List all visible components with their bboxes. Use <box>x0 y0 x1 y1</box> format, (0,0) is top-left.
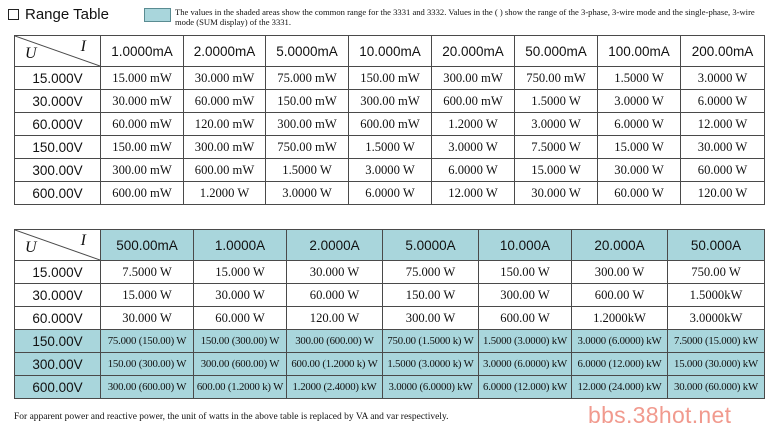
voltage-range-cell: 150.00V <box>15 330 101 353</box>
table-row <box>15 90 765 113</box>
power-range-cell: 30.000 mW <box>184 67 266 90</box>
voltage-range-cell: 300.00V <box>15 353 101 376</box>
power-range-cell: 600.00 mW <box>184 159 266 182</box>
power-range-cell: 120.00 W <box>681 182 765 205</box>
power-range-cell: 1.5000 W <box>515 90 598 113</box>
voltage-axis-label: U <box>25 45 37 62</box>
current-range-header: 10.000A <box>479 230 572 261</box>
power-range-cell: 3.0000kW <box>668 307 765 330</box>
power-range-cell: 1.5000 W <box>598 67 681 90</box>
power-range-cell: 75.000 (150.00) W <box>101 330 194 353</box>
power-range-cell: 300.00 W <box>479 284 572 307</box>
power-range-cell: 30.000 W <box>101 307 194 330</box>
power-range-cell: 600.00 (1.2000 k) W <box>194 376 287 399</box>
power-range-cell: 12.000 W <box>681 113 765 136</box>
power-range-cell: 1.5000 W <box>266 159 349 182</box>
power-range-cell: 300.00 mW <box>101 159 184 182</box>
current-range-header: 2.0000mA <box>184 36 266 67</box>
section-title-text: Range Table <box>25 6 109 23</box>
voltage-range-cell: 15.000V <box>15 261 101 284</box>
range-table-ma <box>14 35 765 205</box>
table-row <box>15 353 765 376</box>
ui-corner-cell <box>15 36 101 67</box>
power-range-cell: 60.000 W <box>681 159 765 182</box>
current-range-header: 5.0000mA <box>266 36 349 67</box>
power-range-cell: 60.000 mW <box>101 113 184 136</box>
current-range-header: 50.000mA <box>515 36 598 67</box>
power-range-cell: 600.00 mW <box>101 182 184 205</box>
power-range-cell: 30.000 W <box>681 136 765 159</box>
power-range-cell: 150.00 (300.00) W <box>101 353 194 376</box>
power-range-cell: 12.000 (24.000) kW <box>572 376 668 399</box>
power-range-cell: 1.5000 (3.0000) kW <box>479 330 572 353</box>
power-range-cell: 12.000 W <box>432 182 515 205</box>
power-range-cell: 750.00 W <box>668 261 765 284</box>
table-row <box>15 284 765 307</box>
power-range-cell: 7.5000 W <box>101 261 194 284</box>
power-range-cell: 15.000 W <box>515 159 598 182</box>
power-range-cell: 3.0000 W <box>515 113 598 136</box>
power-range-cell: 1.5000kW <box>668 284 765 307</box>
power-range-cell: 150.00 W <box>383 284 479 307</box>
power-range-cell: 15.000 W <box>194 261 287 284</box>
voltage-range-cell: 60.000V <box>15 113 101 136</box>
power-range-cell: 3.0000 W <box>349 159 432 182</box>
current-range-header: 2.0000A <box>287 230 383 261</box>
power-range-cell: 1.2000 W <box>184 182 266 205</box>
power-range-cell: 15.000 W <box>101 284 194 307</box>
current-axis-label: I <box>80 38 86 55</box>
power-range-cell: 60.000 W <box>194 307 287 330</box>
table-row <box>15 182 765 205</box>
power-range-cell: 75.000 mW <box>266 67 349 90</box>
power-range-cell: 30.000 W <box>598 159 681 182</box>
power-range-cell: 150.00 W <box>479 261 572 284</box>
power-range-cell: 300.00 mW <box>184 136 266 159</box>
voltage-axis-label: U <box>25 239 37 256</box>
shaded-area-note: The values in the shaded areas show the common range for the 3331 and 3332. Values in the ( ) show the range of the 3-phase, 3-wire mode and the single-phase, 3-wire mode (SUM display) of the 3331. <box>175 7 755 27</box>
current-range-header: 200.00mA <box>681 36 765 67</box>
current-range-header: 1.0000mA <box>101 36 184 67</box>
power-range-cell: 750.00 mW <box>266 136 349 159</box>
range-table-a <box>14 229 765 399</box>
power-range-cell: 600.00 W <box>572 284 668 307</box>
power-range-cell: 300.00 (600.00) W <box>194 353 287 376</box>
power-range-cell: 15.000 mW <box>101 67 184 90</box>
power-range-cell: 1.2000 W <box>432 113 515 136</box>
table-row <box>15 261 765 284</box>
power-range-cell: 60.000 W <box>598 182 681 205</box>
power-range-cell: 300.00 W <box>572 261 668 284</box>
voltage-range-cell: 30.000V <box>15 284 101 307</box>
power-range-cell: 3.0000 W <box>598 90 681 113</box>
voltage-range-cell: 300.00V <box>15 159 101 182</box>
table-row <box>15 136 765 159</box>
power-range-cell: 150.00 mW <box>101 136 184 159</box>
power-range-cell: 30.000 W <box>194 284 287 307</box>
table-row <box>15 330 765 353</box>
voltage-range-cell: 600.00V <box>15 182 101 205</box>
table-header-row <box>15 36 765 67</box>
power-range-cell: 7.5000 (15.000) kW <box>668 330 765 353</box>
power-range-cell: 6.0000 W <box>432 159 515 182</box>
voltage-range-cell: 150.00V <box>15 136 101 159</box>
power-range-cell: 30.000 (60.000) kW <box>668 376 765 399</box>
ui-corner-cell <box>15 230 101 261</box>
current-range-header: 20.000A <box>572 230 668 261</box>
table-row <box>15 113 765 136</box>
power-range-cell: 300.00 (600.00) W <box>101 376 194 399</box>
current-range-header: 10.000mA <box>349 36 432 67</box>
current-range-header: 1.0000A <box>194 230 287 261</box>
power-range-cell: 3.0000 W <box>266 182 349 205</box>
power-range-cell: 15.000 W <box>598 136 681 159</box>
power-range-cell: 600.00 mW <box>349 113 432 136</box>
power-range-cell: 6.0000 W <box>349 182 432 205</box>
current-range-header: 500.00mA <box>101 230 194 261</box>
footnote: For apparent power and reactive power, the unit of watts in the above table is replaced by VA and var respectively. <box>14 412 449 422</box>
table-header-row <box>15 230 765 261</box>
power-range-cell: 150.00 (300.00) W <box>194 330 287 353</box>
power-range-cell: 60.000 W <box>287 284 383 307</box>
power-range-cell: 1.2000kW <box>572 307 668 330</box>
watermark: bbs.38hot.net <box>588 402 732 428</box>
section-title <box>6 6 109 23</box>
current-range-header: 5.0000A <box>383 230 479 261</box>
power-range-cell: 120.00 W <box>287 307 383 330</box>
table-row <box>15 159 765 182</box>
power-range-cell: 150.00 mW <box>266 90 349 113</box>
power-range-cell: 120.00 mW <box>184 113 266 136</box>
power-range-cell: 30.000 W <box>515 182 598 205</box>
power-range-cell: 300.00 W <box>383 307 479 330</box>
power-range-cell: 15.000 (30.000) kW <box>668 353 765 376</box>
power-range-cell: 30.000 W <box>287 261 383 284</box>
power-range-cell: 6.0000 (12.000) kW <box>479 376 572 399</box>
voltage-range-cell: 30.000V <box>15 90 101 113</box>
power-range-cell: 1.2000 (2.4000) kW <box>287 376 383 399</box>
power-range-cell: 150.00 mW <box>349 67 432 90</box>
table-row <box>15 67 765 90</box>
power-range-cell: 3.0000 W <box>681 67 765 90</box>
power-range-cell: 3.0000 W <box>432 136 515 159</box>
power-range-cell: 1.5000 W <box>349 136 432 159</box>
power-range-cell: 60.000 mW <box>184 90 266 113</box>
current-range-header: 50.000A <box>668 230 765 261</box>
power-range-cell: 6.0000 W <box>598 113 681 136</box>
power-range-cell: 300.00 mW <box>432 67 515 90</box>
power-range-cell: 600.00 mW <box>432 90 515 113</box>
current-range-header: 100.00mA <box>598 36 681 67</box>
power-range-cell: 6.0000 W <box>681 90 765 113</box>
power-range-cell: 75.000 W <box>383 261 479 284</box>
power-range-cell: 300.00 (600.00) W <box>287 330 383 353</box>
power-range-cell: 750.00 mW <box>515 67 598 90</box>
power-range-cell: 600.00 W <box>479 307 572 330</box>
power-range-cell: 3.0000 (6.0000) kW <box>572 330 668 353</box>
power-range-cell: 30.000 mW <box>101 90 184 113</box>
power-range-cell: 6.0000 (12.000) kW <box>572 353 668 376</box>
power-range-cell: 3.0000 (6.0000) kW <box>479 353 572 376</box>
power-range-cell: 7.5000 W <box>515 136 598 159</box>
power-range-cell: 750.00 (1.5000 k) W <box>383 330 479 353</box>
voltage-range-cell: 600.00V <box>15 376 101 399</box>
power-range-cell: 300.00 mW <box>349 90 432 113</box>
table-row <box>15 307 765 330</box>
power-range-cell: 600.00 (1.2000 k) W <box>287 353 383 376</box>
power-range-cell: 300.00 mW <box>266 113 349 136</box>
current-axis-label: I <box>80 232 86 249</box>
checkbox-square-icon <box>8 9 19 20</box>
current-range-header: 20.000mA <box>432 36 515 67</box>
voltage-range-cell: 60.000V <box>15 307 101 330</box>
voltage-range-cell: 15.000V <box>15 67 101 90</box>
power-range-cell: 1.5000 (3.0000 k) W <box>383 353 479 376</box>
table-row <box>15 376 765 399</box>
range-table-header <box>6 6 109 23</box>
shaded-legend-swatch <box>144 8 171 22</box>
power-range-cell: 3.0000 (6.0000) kW <box>383 376 479 399</box>
